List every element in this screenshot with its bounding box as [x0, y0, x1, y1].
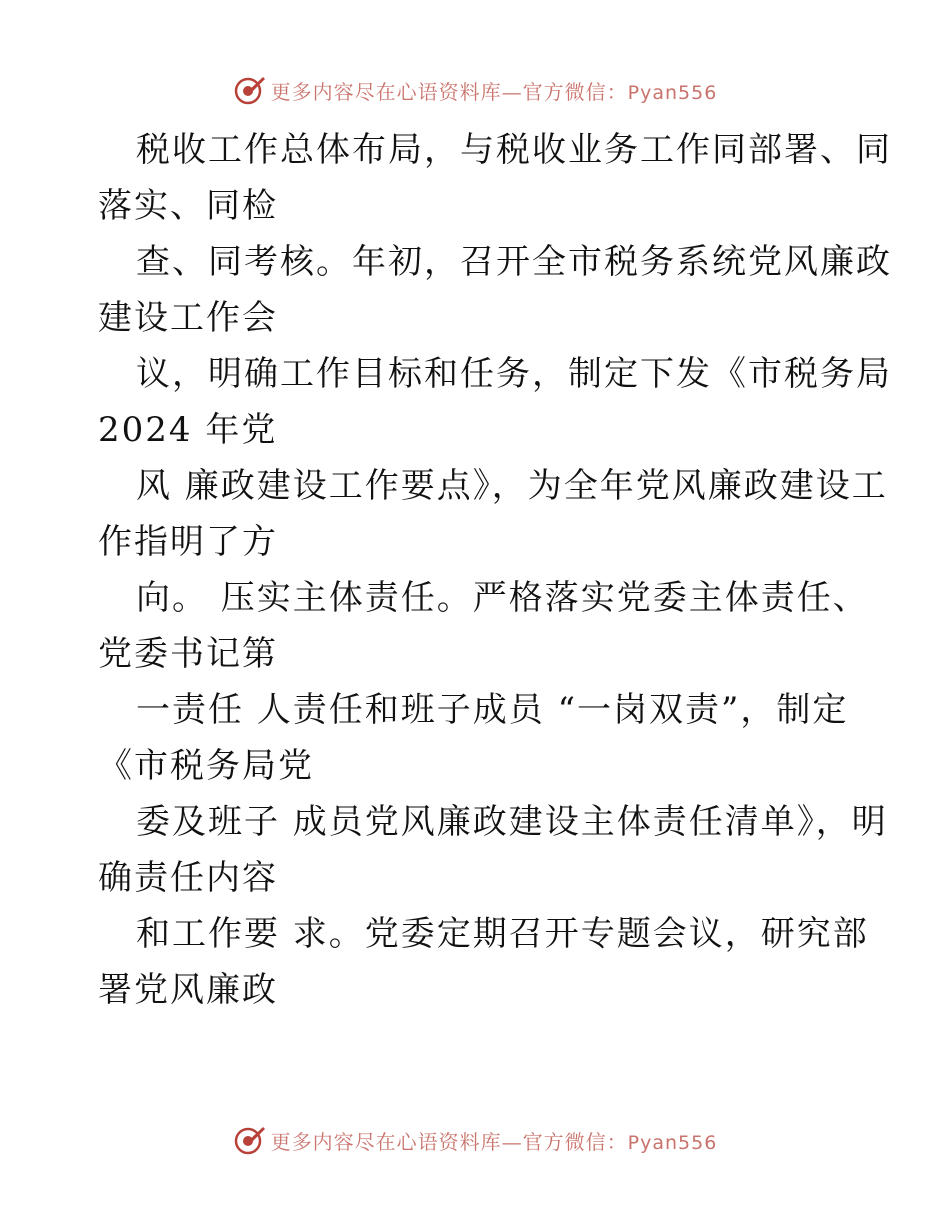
header-watermark — [0, 70, 950, 110]
pen-circle-logo-icon — [233, 73, 267, 107]
text-line: 作指明了方 — [98, 522, 278, 562]
text-line: 委及班子 成员党风廉政建设主体责任清单》，明 — [136, 802, 888, 842]
text-line: 一责任 人责任和班子成员 “一岗双责”，制定 — [136, 690, 849, 730]
text-line: 议，明确工作目标和任务，制定下发《市税务局 — [136, 354, 892, 394]
text-line: 向。 压实主体责任。严格落实党委主体责任、 — [136, 578, 869, 618]
text-line: 和工作要 求。党委定期召开专题会议，研究部 — [136, 914, 869, 954]
footer-watermark — [0, 1120, 950, 1160]
text-line: 《市税务局党 — [98, 746, 314, 786]
text-line: 落实、同检 — [98, 186, 278, 226]
text-line: 确责任内容 — [98, 858, 278, 898]
text-line: 查、同考核。年初，召开全市税务系统党风廉政 — [136, 242, 892, 282]
pen-circle-logo-icon — [233, 1123, 267, 1157]
text-line: 党委书记第 — [98, 634, 278, 674]
text-line: 署党风廉政 — [98, 970, 278, 1010]
text-line: 税收工作总体布局，与税收业务工作同部署、同 — [136, 130, 892, 170]
text-line: 建设工作会 — [98, 298, 278, 338]
document-body — [98, 122, 892, 1018]
text-line: 风 廉政建设工作要点》，为全年党风廉政建设工 — [136, 466, 888, 506]
text-line: 2024 年党 — [98, 410, 278, 450]
watermark-text: 更多内容尽在心语资料库—官方微信：Pyan556 — [270, 1129, 718, 1154]
watermark-text: 更多内容尽在心语资料库—官方微信：Pyan556 — [270, 79, 718, 104]
